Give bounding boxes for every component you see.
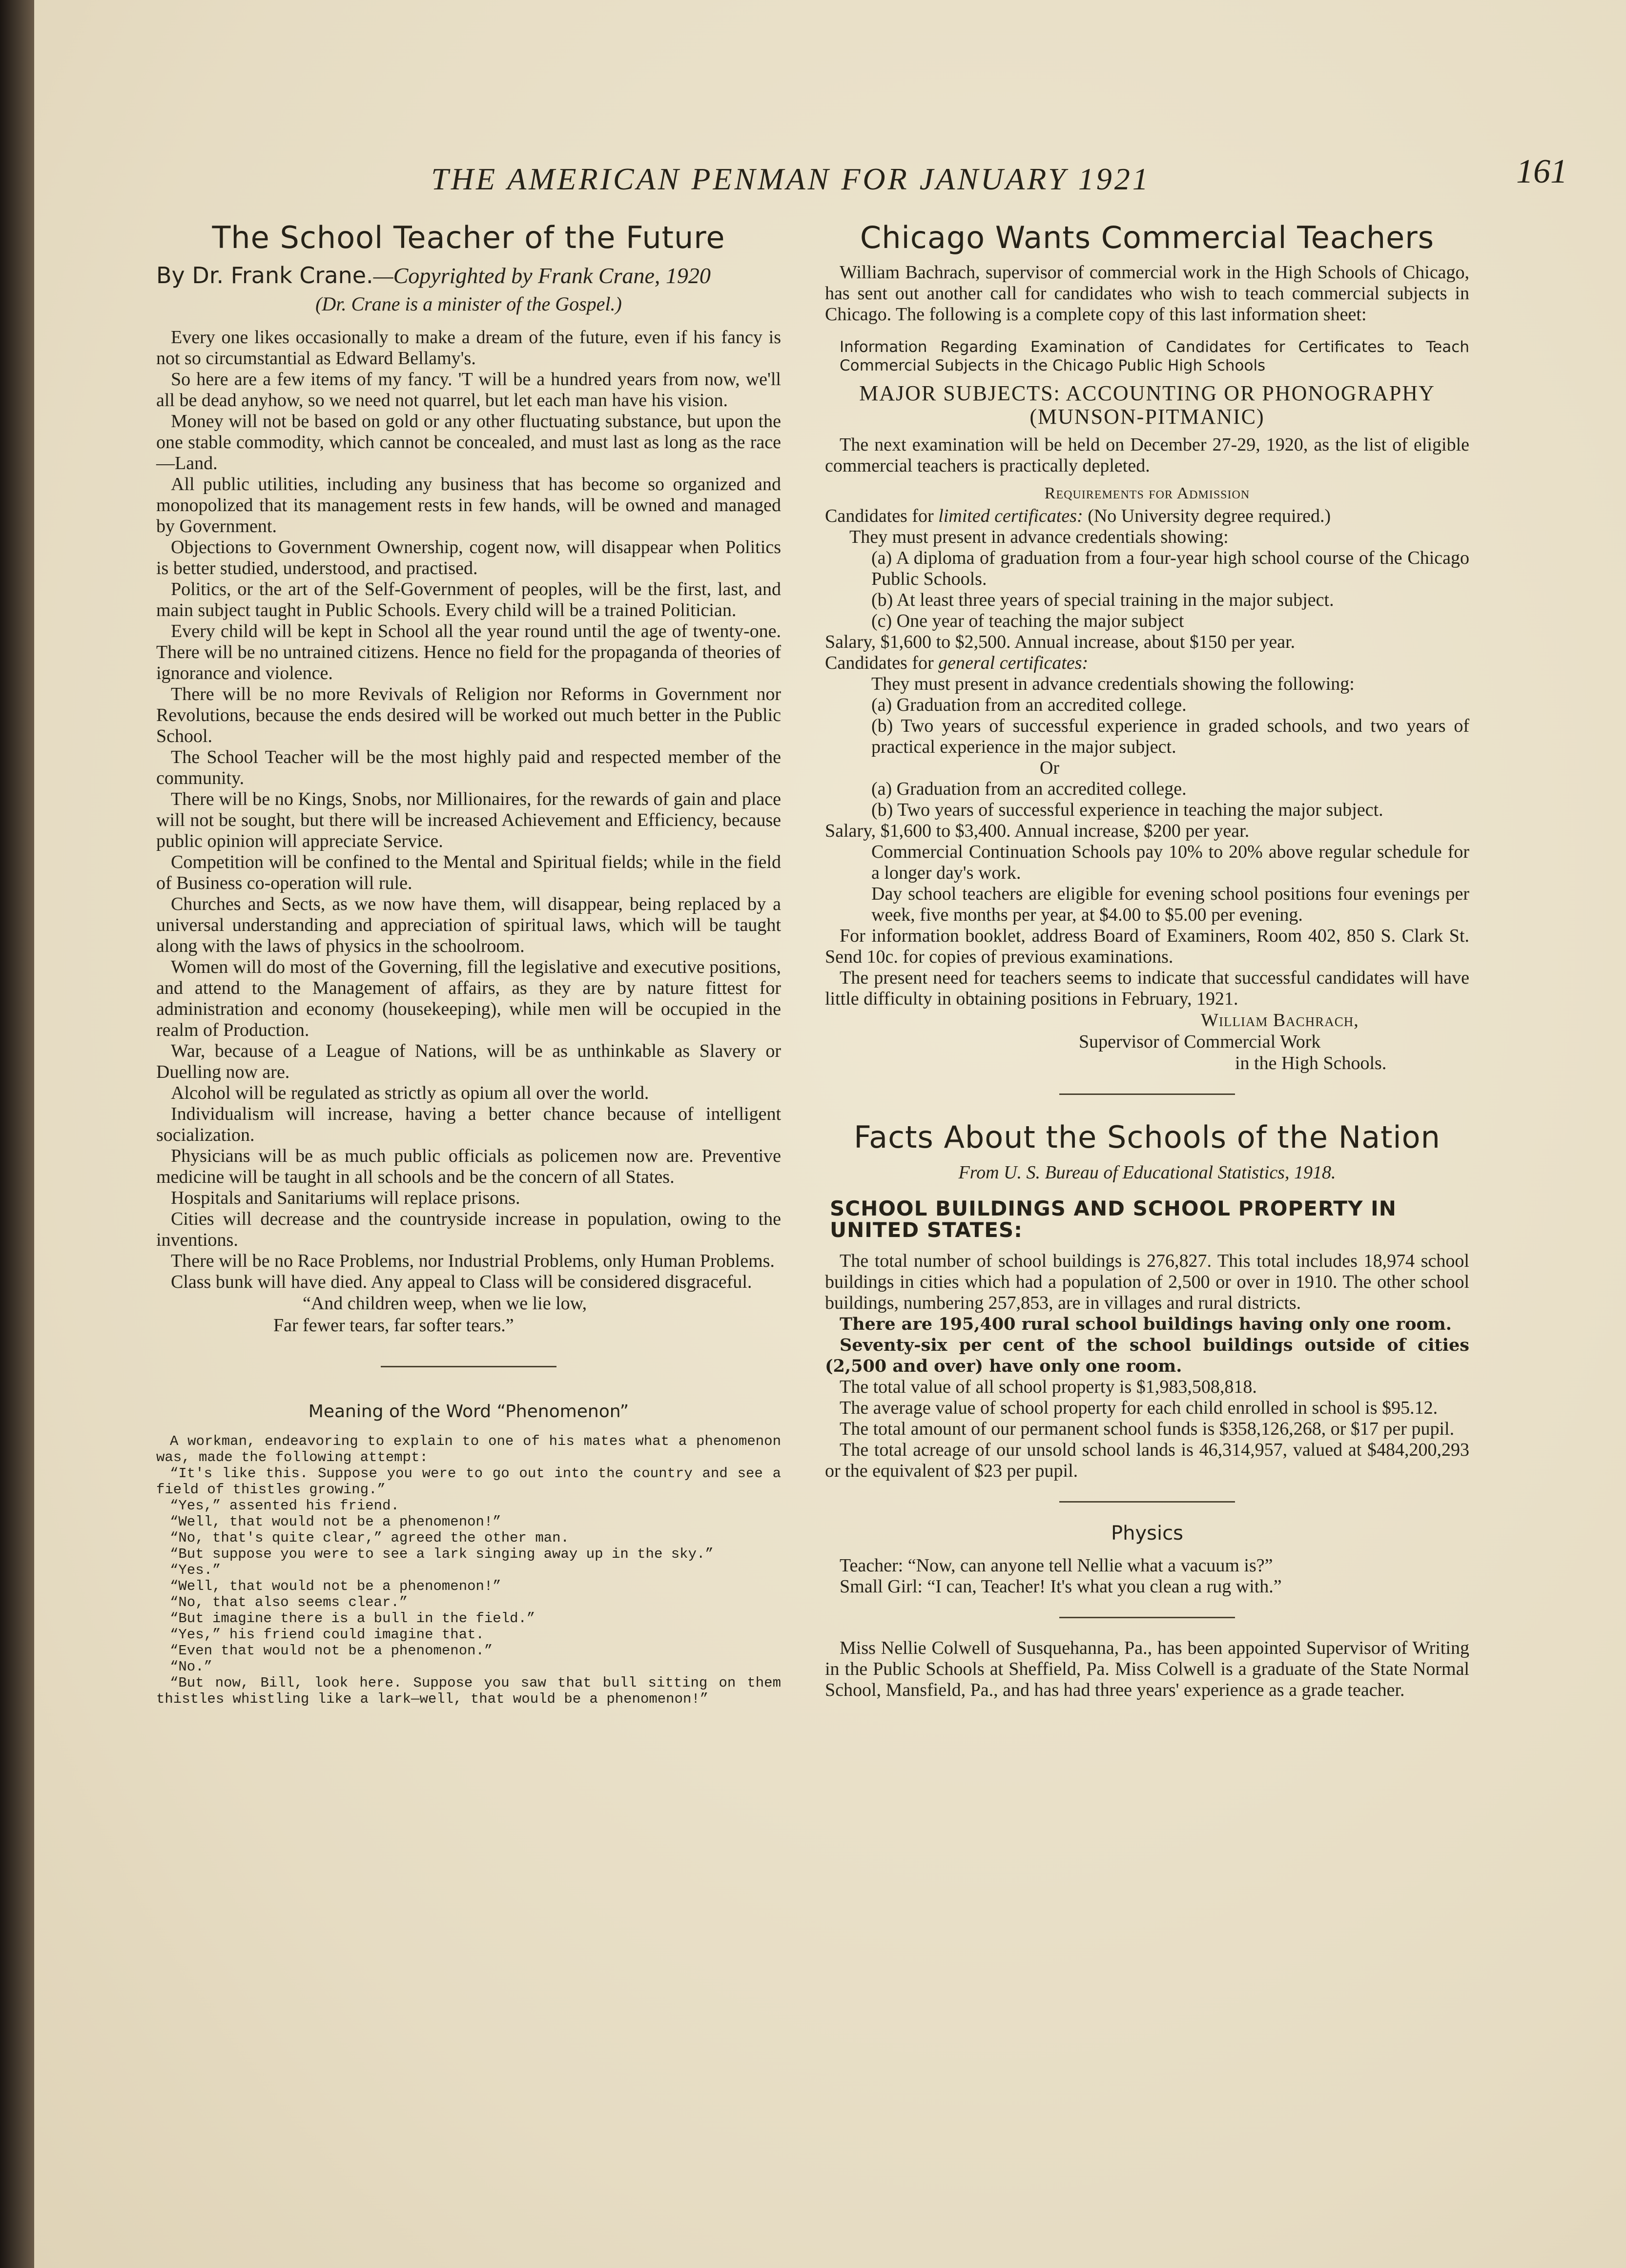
paragraph: Every child will be kept in School all the year round until the age of twenty-one. There will be no untrained citizens. Hence no field for the propaganda of theories of ignorance and violence. — [156, 621, 781, 683]
anecdote-line: “But suppose you were to see a lark singing away up in the sky.” — [170, 1546, 714, 1562]
anecdote-line: “Yes,” his friend could imagine that. — [170, 1627, 484, 1643]
anecdote-line: “Yes,” assented his friend. — [170, 1498, 399, 1514]
general-pre: Candidates for — [825, 653, 939, 673]
anecdote-line: “No, that also seems clear.” — [170, 1594, 408, 1610]
author-note: (Dr. Crane is a minister of the Gospel.) — [315, 293, 622, 315]
paragraph: Miss Nellie Colwell of Susquehanna, Pa., has been appointed Supervisor of Writing in the Public Schools at Sheffield, Pa. Miss Colwell is a graduate of the State Normal School, Mansfield, Pa., and has had three years' experience as a grade teacher. — [825, 1638, 1469, 1700]
anecdote-line: “But imagine there is a bull in the field.” — [170, 1610, 535, 1627]
paragraph: The School Teacher will be the most highly paid and respected member of the community. — [156, 747, 781, 788]
paragraph: The next examination will be held on December 27-29, 1920, as the list of eligible commercial teachers is practically depleted. — [825, 434, 1469, 476]
requirements-heading: Requirements for Admission — [1044, 484, 1250, 502]
running-head: THE AMERICAN PENMAN FOR JANUARY 1921 — [431, 162, 1151, 196]
verse-line: Far fewer tears, far softer tears.” — [273, 1315, 514, 1336]
paragraph: Small Girl: “I can, Teacher! It's what you clean a rug with.” — [840, 1576, 1282, 1597]
salary-line: Salary, $1,600 to $3,400. Annual increase, $200 per year. — [825, 821, 1250, 841]
signature-name: William Bachrach, — [1201, 1010, 1359, 1031]
anecdote-line: A workman, endeavoring to explain to one of his mates what a phenomenon was, made the following attempt: — [156, 1433, 781, 1465]
book-spine — [0, 0, 34, 2268]
paragraph: Politics, or the art of the Self-Government of peoples, will be the first, last, and main subject taught in Public Schools. Every child will be a trained Politician. — [156, 579, 781, 620]
limited-pre: Candidates for — [825, 506, 939, 526]
limited-label: limited certificates: — [938, 506, 1083, 526]
bold-paragraph: Seventy-six per cent of the school buildings outside of cities (2,500 and over) have only one room. — [825, 1335, 1469, 1376]
anecdote-line: “Even that would not be a phenomenon.” — [170, 1643, 493, 1659]
salary-note: Day school teachers are eligible for evening school positions four evenings per week, five months per year, at $4.00 to $5.00 per evening. — [871, 884, 1469, 925]
paragraph: Class bunk will have died. Any appeal to Class will be considered disgraceful. — [171, 1272, 752, 1292]
phenomenon-anecdote — [156, 1433, 781, 1707]
facts-heading: SCHOOL BUILDINGS AND SCHOOL PROPERTY IN UNITED STATES: — [830, 1196, 1397, 1242]
general-label: general certificates: — [938, 653, 1089, 673]
paragraph: For information booklet, address Board of Examiners, Room 402, 850 S. Clark St. Send 10c. for copies of previous examinations. — [825, 926, 1469, 967]
anecdote-line: “No.” — [170, 1659, 213, 1675]
facts-source: From U. S. Bureau of Educational Statistics, 1918. — [958, 1162, 1336, 1183]
paragraph: War, because of a League of Nations, will be as unthinkable as Slavery or Duelling now are. — [156, 1041, 781, 1082]
section-divider — [1059, 1093, 1235, 1095]
paragraph: The average value of school property for each child enrolled in school is $95.12. — [840, 1398, 1438, 1418]
requirement-line: (b) Two years of successful experience in graded schools, and two years of practical experience in the major subject. — [871, 716, 1469, 757]
article-title-physics: Physics — [1111, 1522, 1183, 1545]
paragraph: Money will not be based on gold or any other fluctuating substance, but upon the one stable commodity, which cannot be concealed, and must last as long as the race—Land. — [156, 411, 781, 474]
paragraph: The total amount of our permanent school funds is $358,126,268, or $17 per pupil. — [840, 1419, 1455, 1439]
requirement-line: (c) One year of teaching the major subject — [871, 611, 1184, 631]
article-title-teacher: The School Teacher of the Future — [212, 220, 725, 255]
info-heading: Information Regarding Examination of Candidates for Certificates to Teach Commercial Subjects in the Chicago Public High Schools — [840, 338, 1469, 374]
section-divider — [381, 1366, 556, 1367]
paragraph: Every one likes occasionally to make a dream of the future, even if his fancy is not so circumstantial as Edward Bellamy's. — [156, 327, 781, 369]
paragraph: There will be no more Revivals of Religion nor Reforms in Government nor Revolutions, because the ends desired will be worked out much better in the Public School. — [156, 684, 781, 746]
limited-certificates — [825, 506, 1469, 527]
anecdote-line: “Well, that would not be a phenomenon!” — [170, 1514, 501, 1530]
paragraph: So here are a few items of my fancy. 'T will be a hundred years from now, we'll all be dead anyhow, so we need not quarrel, but let each man have his vision. — [156, 369, 781, 411]
left-column — [156, 220, 781, 1707]
section-divider — [1059, 1501, 1235, 1503]
paragraph: There will be no Race Problems, nor Industrial Problems, only Human Problems. — [171, 1251, 775, 1271]
general-certificates — [825, 653, 1469, 674]
paragraph: Individualism will increase, having a better chance because of intelligent socialization. — [156, 1104, 781, 1145]
salary-line: Salary, $1,600 to $2,500. Annual increase, about $150 per year. — [825, 632, 1296, 652]
requirement-line: They must present in advance credentials showing the following: — [871, 674, 1355, 694]
or-divider: Or — [1039, 758, 1060, 778]
anecdote-line: “But now, Bill, look here. Suppose you saw that bull sitting on them thistles whistling like a lark—well, that would be a phenomenon!” — [156, 1675, 781, 1707]
signature-place: in the High Schools. — [1235, 1053, 1387, 1073]
signature — [825, 1010, 1469, 1074]
anecdote-line: “No, that's quite clear,” agreed the other man. — [170, 1530, 569, 1546]
bold-paragraph: There are 195,400 rural school buildings having only one room. — [840, 1314, 1452, 1334]
byline-author: By Dr. Frank Crane. — [156, 262, 373, 289]
magazine-page — [34, 0, 1626, 2268]
requirement-line: (a) Graduation from an accredited college. — [871, 779, 1187, 799]
requirement-line: (b) At least three years of special training in the major subject. — [871, 590, 1334, 610]
article-title-phenomenon: Meaning of the Word “Phenomenon” — [308, 1402, 629, 1422]
anecdote-line: “Yes.” — [170, 1562, 221, 1578]
paragraph: The total number of school buildings is 276,827. This total includes 18,974 school buildings in cities which had a population of 2,500 or over in 1910. The other school buildings, numbering 257,853, are in villages and rural districts. — [825, 1251, 1469, 1313]
limited-post: (No University degree required.) — [1083, 506, 1331, 526]
paragraph: There will be no Kings, Snobs, nor Millionaires, for the rewards of gain and place will not be sought, but there will be increased Achievement and Efficiency, because public opinion will appreciate Service. — [156, 789, 781, 851]
requirement-line: (a) Graduation from an accredited college. — [871, 695, 1187, 715]
verse-line: “And children weep, when we lie low, — [303, 1293, 587, 1314]
byline — [156, 262, 781, 289]
byline-copyright: —Copyrighted by Frank Crane, 1920 — [373, 263, 711, 288]
paragraph: Hospitals and Sanitariums will replace prisons. — [171, 1188, 520, 1208]
page-number: 161 — [1516, 153, 1567, 190]
requirement-line: (a) A diploma of graduation from a four-year high school course of the Chicago Public Schools. — [871, 548, 1469, 589]
paragraph: Alcohol will be regulated as strictly as opium all over the world. — [171, 1083, 649, 1103]
anecdote-line: “It's like this. Suppose you were to go out into the country and see a field of thistles growing.” — [156, 1465, 781, 1498]
salary-note: Commercial Continuation Schools pay 10% to 20% above regular schedule for a longer day's work. — [871, 842, 1469, 883]
paragraph: Competition will be confined to the Mental and Spiritual fields; while in the field of Business co-operation will rule. — [156, 852, 781, 893]
paragraph: Cities will decrease and the countryside increase in population, owing to the inventions. — [156, 1209, 781, 1250]
paragraph: Teacher: “Now, can anyone tell Nellie what a vacuum is?” — [840, 1555, 1273, 1576]
article-title-chicago: Chicago Wants Commercial Teachers — [860, 220, 1435, 255]
right-column — [825, 220, 1469, 1701]
article-title-facts: Facts About the Schools of the Nation — [854, 1119, 1441, 1155]
section-divider — [1059, 1617, 1235, 1618]
signature-title: Supervisor of Commercial Work — [1079, 1031, 1321, 1052]
paragraph: All public utilities, including any business that has become so organized and monopolized that its management rests in few hands, will be owned and managed by Government. — [156, 474, 781, 536]
paragraph: Physicians will be as much public officials as policemen now are. Preventive medicine will be taught in all schools and be the concern of all States. — [156, 1146, 781, 1187]
paragraph: Objections to Government Ownership, cogent now, will disappear when Politics is better studied, understood, and practised. — [156, 537, 781, 578]
paragraph: Churches and Sects, as we now have them, will disappear, being replaced by a universal understanding and appreciation of spiritual laws, which will be taught along with the laws of physics in the schoolroom. — [156, 894, 781, 956]
paragraph: The present need for teachers seems to indicate that successful candidates will have little difficulty in obtaining positions in February, 1921. — [825, 968, 1469, 1009]
major-subjects-heading: MAJOR SUBJECTS: ACCOUNTING OR PHONOGRAPHY (MUNSON-PITMANIC) — [859, 381, 1435, 429]
requirement-line: They must present in advance credentials showing: — [849, 527, 1229, 547]
anecdote-line: “Well, that would not be a phenomenon!” — [170, 1578, 501, 1594]
paragraph: The total value of all school property is $1,983,508,818. — [840, 1377, 1257, 1397]
paragraph: William Bachrach, supervisor of commercial work in the High Schools of Chicago, has sent out another call for candidates who wish to teach commercial subjects in Chicago. The following is a complete copy of this last information sheet: — [825, 262, 1469, 325]
paragraph: The total acreage of our unsold school lands is 46,314,957, valued at $484,200,293 or the equivalent of $23 per pupil. — [825, 1440, 1469, 1481]
requirement-line: (b) Two years of successful experience in teaching the major subject. — [871, 800, 1383, 820]
paragraph: Women will do most of the Governing, fill the legislative and executive positions, and attend to the Management of affairs, as they are by nature fittest for administration and economy (housekeeping), while men will be occupied in the realm of Production. — [156, 957, 781, 1040]
